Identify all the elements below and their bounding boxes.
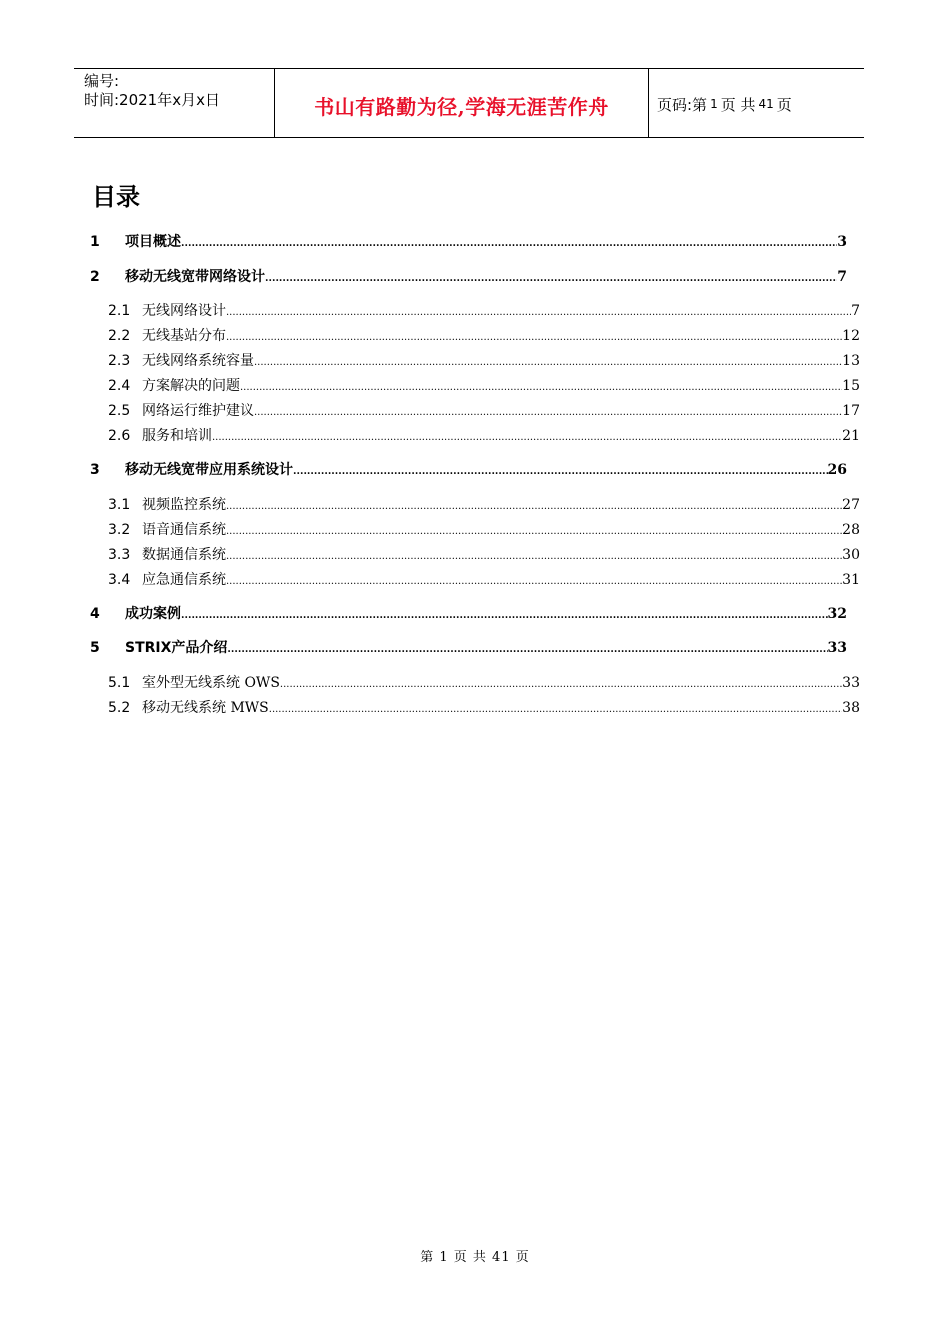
toc-entry-title: 方案解决的问题 (142, 378, 240, 394)
toc-entry-title: 移动无线宽带应用系统设计 (125, 462, 293, 478)
toc-entry-page: 7 (851, 303, 860, 319)
toc-entry[interactable] (90, 266, 847, 286)
toc-entry-number: 2.3 (108, 353, 131, 369)
toc-entry-number: 2.2 (108, 328, 131, 344)
header-page-current: 1 (710, 97, 718, 111)
header-motto: 书山有路勤为径,学海无涯苦作舟 (314, 94, 609, 119)
toc-entry-title: 无线网络系统容量 (142, 353, 254, 369)
page-header (74, 68, 864, 138)
toc-entry-page: 13 (842, 353, 860, 369)
toc-entry-number: 3.3 (108, 547, 131, 563)
header-page-prefix: 页码:第 (657, 95, 708, 114)
toc-entry-leader (226, 551, 842, 562)
toc-entry-title: STRIX产品介绍 (125, 640, 228, 656)
page-footer (0, 1246, 950, 1265)
toc-entry-leader (226, 332, 842, 343)
toc-entry-title: 无线网络设计 (142, 303, 226, 319)
toc-entry-leader (181, 610, 828, 621)
toc-entry[interactable] (90, 459, 847, 479)
toc-entry-title: 视频监控系统 (142, 497, 226, 513)
toc-entry[interactable] (108, 300, 860, 320)
toc-entry-leader (226, 501, 842, 512)
toc-entry-number: 2.6 (108, 428, 131, 444)
toc-entry-number: 2.4 (108, 378, 131, 394)
toc-entry[interactable] (90, 231, 847, 251)
toc-entry-leader (212, 432, 842, 443)
toc-entry-title: 服务和培训 (142, 428, 212, 444)
header-motto-cell (275, 69, 649, 137)
toc-entry-leader (226, 307, 851, 318)
toc-entry-number: 2.5 (108, 403, 131, 419)
toc-entry-leader (226, 526, 842, 537)
toc-entry-number: 5 (90, 640, 100, 656)
toc-entry-leader (293, 466, 828, 477)
toc-entry-leader (227, 644, 827, 655)
toc-entry[interactable] (108, 494, 860, 514)
toc-entry-title: 成功案例 (125, 606, 181, 622)
toc-entry-page: 7 (837, 269, 847, 285)
toc-entry[interactable] (108, 375, 860, 395)
toc-entry[interactable] (108, 350, 860, 370)
toc-entry-title: 无线基站分布 (142, 328, 226, 344)
toc-entry[interactable] (108, 519, 860, 539)
toc-entry-title: 项目概述 (125, 234, 181, 250)
toc-entry[interactable] (108, 569, 860, 589)
toc-entry-page: 26 (827, 462, 847, 478)
toc-entry-title: 应急通信系统 (142, 572, 226, 588)
header-page-total: 41 (758, 97, 774, 111)
toc-entry-number: 3.2 (108, 522, 131, 538)
toc-entry-leader (240, 382, 842, 393)
toc-entry-title: 语音通信系统 (142, 522, 226, 538)
toc-entry-page: 12 (842, 328, 860, 344)
toc-entry-number: 1 (90, 234, 100, 250)
toc-entry-number: 4 (90, 606, 100, 622)
header-page-suffix: 页 (776, 95, 792, 114)
toc-entry-page: 31 (842, 572, 860, 588)
toc-entry-title: 网络运行维护建议 (142, 403, 254, 419)
toc-entry-page: 15 (842, 378, 860, 394)
header-page-info (649, 69, 864, 137)
toc-entry-page: 33 (842, 675, 860, 691)
toc-entry-number: 3.4 (108, 572, 131, 588)
toc-entry-page: 3 (837, 234, 847, 250)
toc-entry-page: 27 (842, 497, 860, 513)
toc-entry-page: 38 (842, 700, 860, 716)
header-meta (74, 69, 275, 137)
toc-entry[interactable] (108, 697, 860, 717)
toc-entry-leader (254, 407, 842, 418)
toc-entry-leader (226, 576, 842, 587)
toc-entry[interactable] (108, 400, 860, 420)
toc-entry-page: 28 (842, 522, 860, 538)
toc-entry-title: 移动无线宽带网络设计 (125, 269, 265, 285)
toc-entry-number: 3 (90, 462, 100, 478)
toc-entry-number: 2.1 (108, 303, 131, 319)
toc-entry-leader (280, 679, 842, 690)
toc-entry-page: 17 (842, 403, 860, 419)
toc-entry[interactable] (108, 325, 860, 345)
toc-entry-number: 5.2 (108, 700, 131, 716)
toc-entry-page: 21 (842, 428, 860, 444)
toc-entry-leader (269, 704, 842, 715)
toc-entry-page: 33 (827, 640, 847, 656)
toc-entry-leader (254, 357, 842, 368)
toc-entry-number: 3.1 (108, 497, 131, 513)
toc-entry-number: 5.1 (108, 675, 131, 691)
header-page-mid: 页 共 (720, 95, 756, 114)
toc-entry-page: 32 (827, 606, 847, 622)
toc-entry-leader (181, 238, 837, 249)
toc-entry[interactable] (108, 672, 860, 692)
document-number-label: 编号: (84, 72, 120, 90)
toc-entry[interactable] (90, 637, 847, 657)
toc-entry-number: 2 (90, 269, 100, 285)
toc-entry-title: 移动无线系统 MWS (142, 700, 269, 716)
toc-title: 目录 (92, 182, 140, 211)
toc-entry-page: 30 (842, 547, 860, 563)
footer-page-text: 第 1 页 共 41 页 (420, 1250, 530, 1265)
toc-entry[interactable] (108, 544, 860, 564)
toc-entry[interactable] (90, 603, 847, 623)
document-time-label: 时间:2021年x月x日 (84, 91, 220, 109)
toc-entry-leader (265, 273, 837, 284)
toc-entry-title: 数据通信系统 (142, 547, 226, 563)
toc-entry-title: 室外型无线系统 OWS (142, 675, 280, 691)
toc-entry[interactable] (108, 425, 860, 445)
